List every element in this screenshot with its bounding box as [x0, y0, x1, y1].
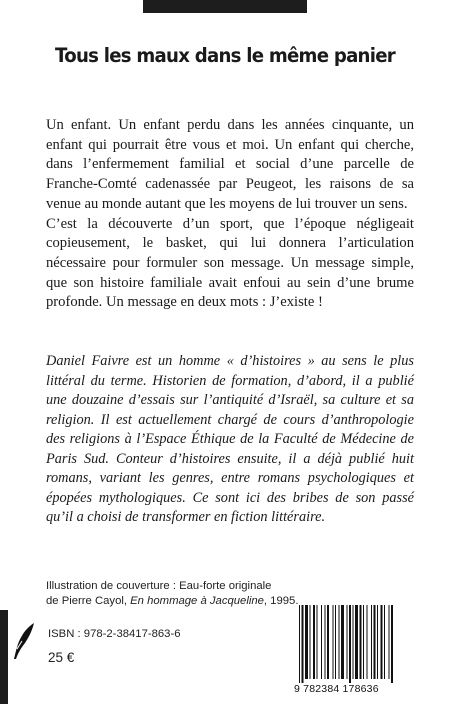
credit-artist: de Pierre Cayol, [46, 595, 131, 607]
book-title: Tous les maux dans le même panier [55, 44, 395, 67]
barcode-graphic [296, 605, 428, 683]
blurb-paragraph-2: C’est la découverte d’un sport, que l’époque négligeait copieusement, le basket, qui lui donnera l’articulation nécessaire pour formuler son message. Un message simple, que son histoire familiale avait enfoui au sein d’une brume profonde. Un message en deux mots : J’existe ! [46, 215, 414, 311]
blurb-paragraph-1: Un enfant. Un enfant perdu dans les années cinquante, un enfant qui pourrait être vous et moi. Un enfant qui cherche, dans l’enfermement familial et social d’une parcelle de Franche-Comté cadenassée par Peugeot, les raisons de sa venue au monde autant que les moyens de lui trouver un sens. [46, 117, 414, 212]
author-bio: Daniel Faivre est un homme « d’histoires » au sens le plus littéral du terme. Historien de formation, d’abord, il a publié une douzaine d’essais sur l’antiquité d’Israël, sa culture et sa religion. Il est actuellement chargé de cours d’anthropologie des religions à l’Espace Éthique de la Faculté de Médecine de Paris Sud. Conteur d’histoires ensuite, il a déjà publié huit romans, variant les genres, entre romans psychologiques et épopées mythologiques. Ce sont ici des bribes de son passé qu’il a choisi de transformer en fiction littéraire. [46, 353, 414, 525]
top-decorative-bar [143, 0, 307, 13]
credit-line-1: Illustration de couverture : Eau-forte originale [46, 580, 272, 592]
credit-year: , 1995. [263, 595, 299, 607]
book-blurb [46, 116, 414, 313]
quill-logo-icon [12, 622, 38, 660]
barcode-digits: 9 782384 178636 [294, 683, 379, 695]
book-price: 25 € [48, 650, 75, 665]
isbn-number: ISBN : 978-2-38417-863-6 [48, 628, 181, 640]
credit-artwork-title: En hommage à Jacqueline [130, 595, 264, 607]
left-decorative-bar [0, 610, 8, 704]
